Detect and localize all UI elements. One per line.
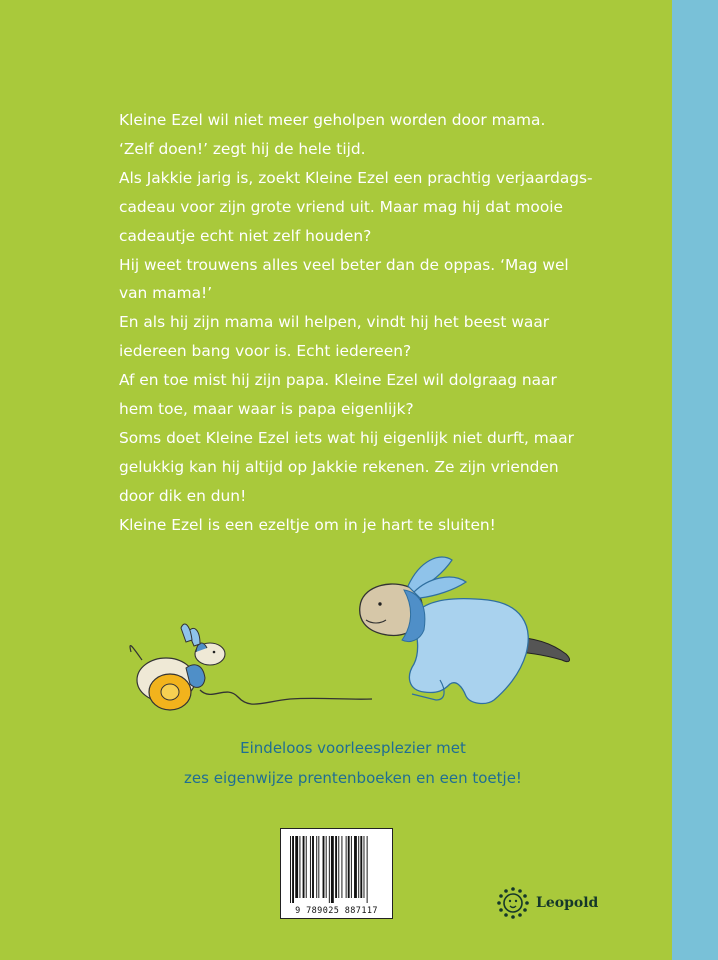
barcode-bar bbox=[290, 836, 291, 903]
barcode-bar bbox=[348, 836, 350, 898]
blurb-line: Kleine Ezel is een ezeltje om in je hart te sluiten! bbox=[119, 515, 496, 534]
blurb-line: gelukkig kan hij altijd op Jakkie rekenen. Ze zijn vrienden bbox=[119, 457, 559, 476]
barcode-bar bbox=[306, 836, 307, 898]
blurb-line: cadeau voor zijn grote vriend uit. Maar mag hij dat mooie bbox=[119, 197, 564, 216]
barcode-bar bbox=[338, 836, 339, 898]
tagline bbox=[140, 733, 566, 793]
publisher-logo bbox=[496, 886, 598, 920]
barcode-bar bbox=[358, 836, 359, 898]
barcode-bar bbox=[299, 836, 300, 898]
barcode-bar bbox=[310, 836, 311, 898]
barcode-bar bbox=[367, 836, 368, 903]
barcode-bar bbox=[316, 836, 317, 898]
barcode-bar bbox=[346, 836, 347, 898]
barcode-bar bbox=[364, 836, 365, 898]
blurb-line: Als Jakkie jarig is, zoekt Kleine Ezel een prachtig verjaardags- bbox=[119, 168, 593, 187]
blurb-line: En als hij zijn mama wil helpen, vindt hij het beest waar bbox=[119, 313, 550, 332]
blurb-line: hem toe, maar waar is papa eigenlijk? bbox=[119, 400, 414, 419]
barcode-bars bbox=[281, 829, 392, 903]
publisher-name: Leopold bbox=[536, 895, 599, 911]
blurb-line: Soms doet Kleine Ezel iets wat hij eigenlijk niet durft, maar bbox=[119, 428, 574, 447]
blurb-line: Kleine Ezel wil niet meer geholpen worden door mama. bbox=[119, 111, 546, 129]
blurb-line: door dik en dun! bbox=[119, 486, 247, 505]
book-spine bbox=[672, 0, 718, 960]
barcode-bar bbox=[354, 836, 357, 898]
barcode-bar bbox=[360, 836, 362, 898]
barcode-bar bbox=[318, 836, 319, 898]
barcode-bar bbox=[323, 836, 325, 898]
blurb-line: ‘Zelf doen!’ zegt hij de hele tijd. bbox=[119, 139, 366, 158]
barcode-bar bbox=[335, 836, 337, 898]
pull-string bbox=[200, 690, 372, 704]
tagline-line: zes eigenwijze prentenboeken en een toetje! bbox=[184, 769, 522, 787]
lion-logo-icon bbox=[496, 886, 530, 920]
barcode-bar bbox=[303, 836, 305, 898]
blurb-line: cadeautje echt niet zelf houden? bbox=[119, 226, 372, 245]
barcode-bar bbox=[351, 836, 352, 898]
barcode-bar bbox=[329, 836, 330, 903]
barcode bbox=[280, 828, 393, 919]
barcode-bar bbox=[295, 836, 298, 898]
donkey-illustration bbox=[360, 557, 570, 703]
blurb-line: Af en toe mist hij zijn papa. Kleine Ezel wil dolgraag naar bbox=[119, 371, 557, 390]
barcode-bar bbox=[292, 836, 294, 903]
barcode-bar bbox=[331, 836, 334, 903]
barcode-bar bbox=[326, 836, 327, 898]
blurb-line: Hij weet trouwens alles veel beter dan de oppas. ‘Mag wel bbox=[119, 255, 569, 274]
toy-donkey-illustration bbox=[130, 624, 225, 710]
tagline-line: Eindeloos voorleesplezier met bbox=[240, 739, 466, 757]
isbn-number: 9 789025 887117 bbox=[295, 906, 378, 916]
barcode-bar bbox=[312, 836, 314, 898]
blurb-line: van mama!’ bbox=[119, 284, 213, 303]
blurb-line: iedereen bang voor is. Echt iedereen? bbox=[119, 342, 412, 361]
barcode-bar bbox=[341, 836, 342, 898]
